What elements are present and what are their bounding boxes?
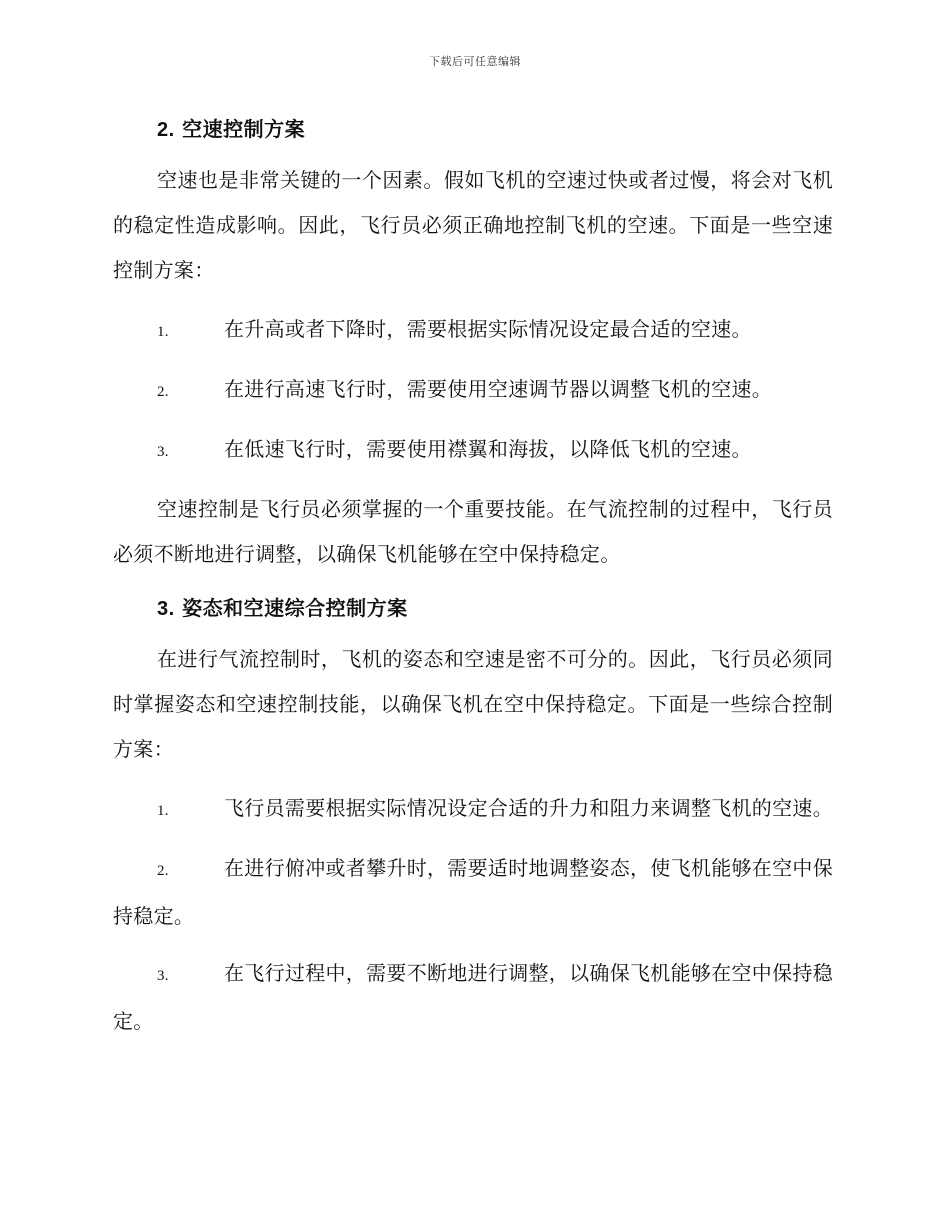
section-3-number: 3. [157,598,175,620]
section-2-summary: 空速控制是飞行员必须掌握的一个重要技能。在气流控制的过程中，飞行员必须不断地进行调整，以确保飞机能够在空中保持稳定。 [113,497,833,566]
section-3-intro: 在进行气流控制时，飞机的姿态和空速是密不可分的。因此，飞行员必须同时掌握姿态和空速控制技能，以确保飞机在空中保持稳定。下面是一些综合控制方案： [113,647,833,761]
page-header-watermark: 下载后可任意编辑 [429,55,521,68]
list-item-number: 3. [157,444,169,460]
list-item-number: 1. [157,324,169,340]
list-item-number: 3. [157,968,169,984]
section-3-list-item-1 [113,786,833,834]
section-2-intro: 空速也是非常关键的一个因素。假如飞机的空速过快或者过慢，将会对飞机的稳定性造成影响。因此，飞行员必须正确地控制飞机的空速。下面是一些空速控制方案： [113,168,833,282]
list-item-text: 在飞行过程中，需要不断地进行调整，以确保飞机能够在空中保持稳定。 [113,961,833,1033]
list-item-text: 在进行高速飞行时，需要使用空速调节器以调整飞机的空速。 [224,377,773,401]
section-3-title: 姿态和空速综合控制方案 [182,596,408,620]
list-item-text: 飞行员需要根据实际情况设定合适的升力和阻力来调整飞机的空速。 [224,796,833,820]
list-item-number: 2. [157,863,169,879]
list-item-text: 在升高或者下降时，需要根据实际情况设定最合适的空速。 [224,317,752,341]
section-3-list-item-2 [113,846,833,939]
list-item-number: 2. [157,384,169,400]
section-2-title: 空速控制方案 [182,117,306,141]
section-2-list-item-2 [113,367,833,415]
list-item-text: 在低速飞行时，需要使用襟翼和海拔，以降低飞机的空速。 [224,437,752,461]
list-item-number: 1. [157,803,169,819]
section-2-number: 2. [157,119,175,141]
section-3-list-item-3 [113,951,833,1044]
section-2-heading [157,112,833,146]
document-body [113,112,833,1044]
list-item-text: 在进行俯冲或者攀升时，需要适时地调整姿态，使飞机能够在空中保持稳定。 [113,856,833,928]
section-2-list-item-3 [113,427,833,475]
section-2-list-item-1 [113,307,833,355]
section-3-heading [157,591,833,625]
